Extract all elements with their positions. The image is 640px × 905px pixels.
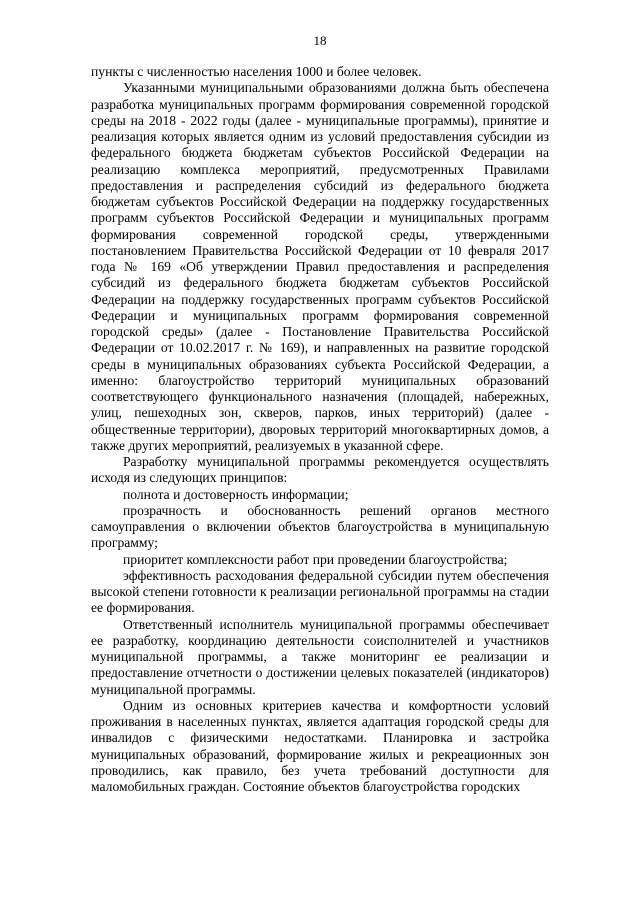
paragraph-responsible-executor: Ответственный исполнитель муниципальной программы обеспечивает ее разработку, координацию деятельности соисполнителей и участников муниципальной программы, а также мониторинг ее реализации и предоставление отчетности о достижении целевых показателей (индикаторов) муниципальной программы. [91, 616, 549, 697]
principle-transparency: прозрачность и обоснованность решений органов местного самоуправления о включении объектов благоустройства в муниципальную программу; [91, 502, 549, 551]
paragraph-continuation: пункты с численностью населения 1000 и более человек. [91, 64, 422, 79]
page-number: 18 [313, 33, 327, 48]
paragraph-accessibility-criteria: Одним из основных критериев качества и комфортности условий проживания в населенных пунктах, является адаптация городской среды для инвалидов с физическими недостатками. Планировка и застройка муниципальных образований, формирование жилых и рекреационных зон проводились, как правило, без учета требований доступности для маломобильных граждан. Состояние объектов благоустройства городских [91, 697, 549, 794]
paragraph-program-requirements: Указанными муниципальными образованиями должна быть обеспечена разработка муниципальных программ формирования современной городской среды на 2018 - 2022 годы (далее - муниципальные программы), принятие и реализация которых является одним из условий предоставления субсидии из федерального бюджета бюджетам субъектов Российской Федерации на реализацию комплекса мероприятий, предусмотренных Правилами предоставления и распределения субсидий из федерального бюджета бюджетам субъектов Российской Федерации на поддержку государственных программ субъектов Российской Федерации и муниципальных программ формирования современной городской среды, утвержденными постановлением Правительства Российской Федерации от 10 февраля 2017 года № 169 «Об утверждении Правил предоставления и распределения субсидий из федерального бюджета бюджетам субъектов Российской Федерации на поддержку государственных программ субъектов Российской Федерации и муниципальных программ формирования современной городской среды» (далее - Постановление Правительства Российской Федерации от 10.02.2017 г. № 169), и направленных на развитие городской среды в муниципальных образованиях субъекта Российской Федерации, а именно: благоустройство территорий муниципальных образований соответствующего функционального назначения (площадей, набережных, улиц, пешеходных зон, скверов, парков, иных территорий) (далее - общественные территории), дворовых территорий многоквартирных домов, а также других мероприятий, реализуемых в указанной сфере. [91, 80, 549, 453]
principle-efficiency: эффективность расходования федеральной субсидии путем обеспечения высокой степени готовности к реализации региональной программы на стадии ее формирования. [91, 567, 549, 616]
principle-completeness: полнота и достоверность информации; [123, 486, 349, 502]
body-text [91, 64, 549, 795]
principle-complexity-priority: приоритет комплексности работ при проведении благоустройства; [123, 551, 508, 567]
paragraph-principles-intro: Разработку муниципальной программы рекомендуется осуществлять исходя из следующих принципов: [91, 454, 549, 486]
